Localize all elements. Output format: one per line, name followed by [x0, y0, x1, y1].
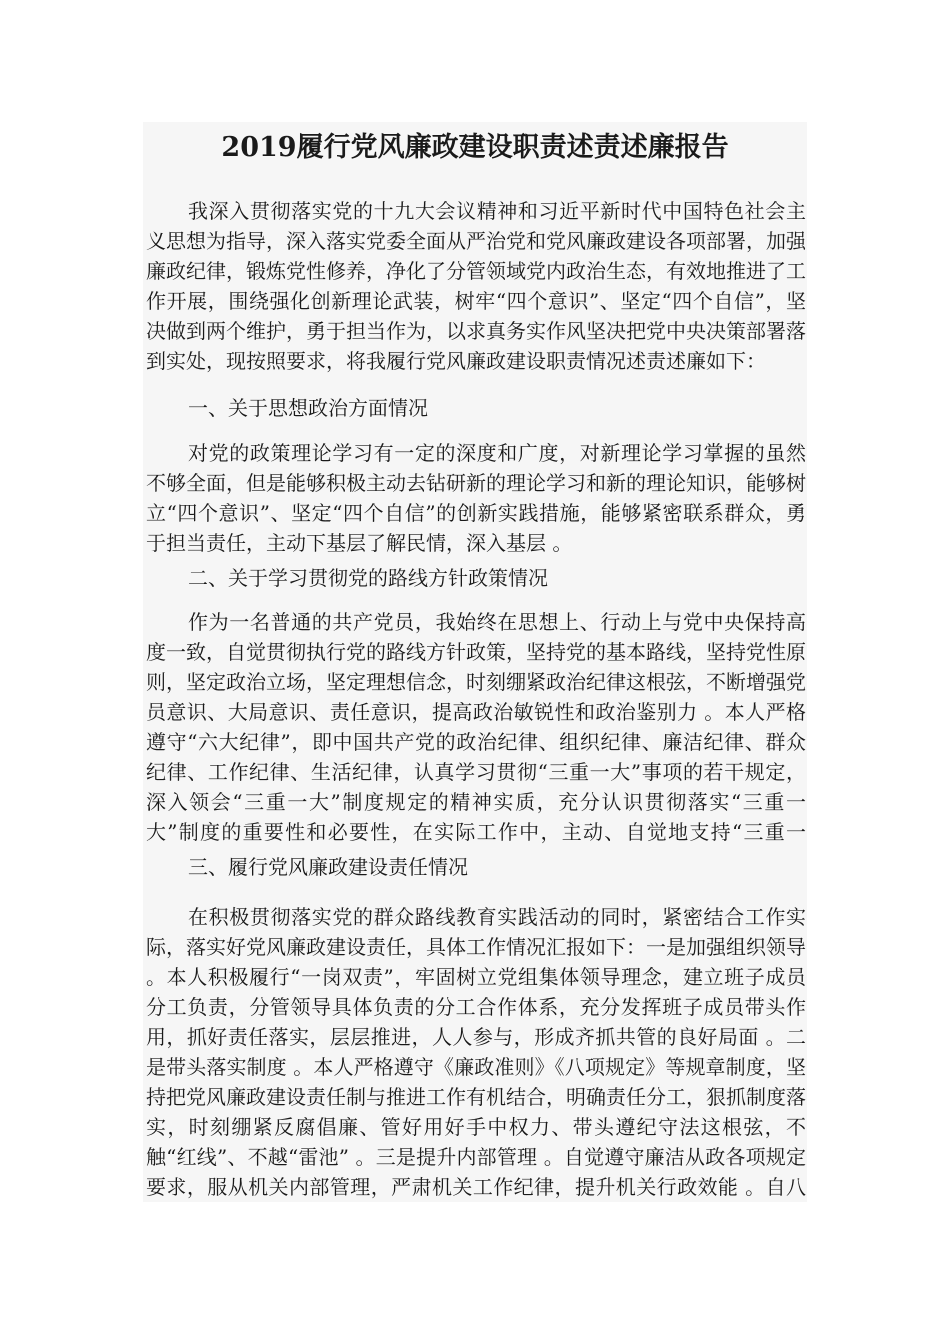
intro-paragraph: 我深入贯彻落实党的十九大会议精神和习近平新时代中国特色社会主义思想为指导，深入落实党委全面从严治党和党风廉政建设各项部署，加强廉政纪律，锻炼党性修养，净化了分管领域党内政治生态，有效地推进了工作开展，围绕强化创新理论武装，树牢“四个意识”、坚定“四个自信”，坚决做到两个维护，勇于担当作为，以求真务实作风坚决把党中央决策部署落到实处，现按照要求，将我履行党风廉政建设职责情况述责述廉如下： [146, 199, 806, 373]
section-3-paragraph: 在积极贯彻落实党的群众路线教育实践活动的同时，紧密结合工作实际，落实好党风廉政建设责任，具体工作情况汇报如下：一是加强组织领导 。本人积极履行“一岗双责”，牢固树立党组集体领导理念，建立班子成员分工负责，分管领导具体负责的分工合作体系，充分发挥班子成员带头作用，抓好责任落实，层层推进，人人参与，形成齐抓共管的良好局面 。二是带头落实制度 。本人严格遵守《廉政准则》《八项规定》等规章制度，坚持把党风廉政建设责任制与推进工作有机结合，明确责任分工，狠抓制度落实，时刻绷紧反腐倡廉、管好用好手中权力、带头遵纪守法这根弦，不触“红线”、不越“雷池” 。三是提升内部管理 。自觉遵守廉洁从政各项规定要求，服从机关内部管理，严肃机关工作纪律，提升机关行政效能 。自八 [146, 905, 806, 1199]
section-2-paragraph: 作为一名普通的共产党员，我始终在思想上、行动上与党中央保持高度一致，自觉贯彻执行党的路线方针政策，坚持党的基本路线，坚持党性原则，坚定政治立场，坚定理想信念，时刻绷紧政治纪律这根弦，不断增强党员意识、大局意识、责任意识，提高政治敏锐性和政治鉴别力 。本人严格遵守“六大纪律”，即中国共产党的政治纪律、组织纪律、廉洁纪律、群众纪律、工作纪律、生活纪律，认真学习贯彻“三重一大”事项的若干规定，深入领会“三重一大”制度规定的精神实质，充分认识贯彻落实“三重一大”制度的重要性和必要性，在实际工作中，主动、自觉地支持“三重一 [146, 610, 806, 844]
section-3-heading: 三、履行党风廉政建设责任情况 [188, 855, 468, 879]
section-2-heading: 二、关于学习贯彻党的路线方针政策情况 [188, 566, 548, 590]
section-1-paragraph: 对党的政策理论学习有一定的深度和广度，对新理论学习掌握的虽然不够全面，但是能够积极主动去钻研新的理论学习和新的理论知识，能够树立“四个意识”、坚定“四个自信”的创新实践措施，能够紧密联系群众，勇于担当责任，主动下基层了解民情，深入基层 。 [146, 441, 806, 555]
section-1-heading: 一、关于思想政治方面情况 [188, 396, 428, 420]
document-title: 2019履行党风廉政建设职责述责述廉报告 [221, 132, 729, 163]
